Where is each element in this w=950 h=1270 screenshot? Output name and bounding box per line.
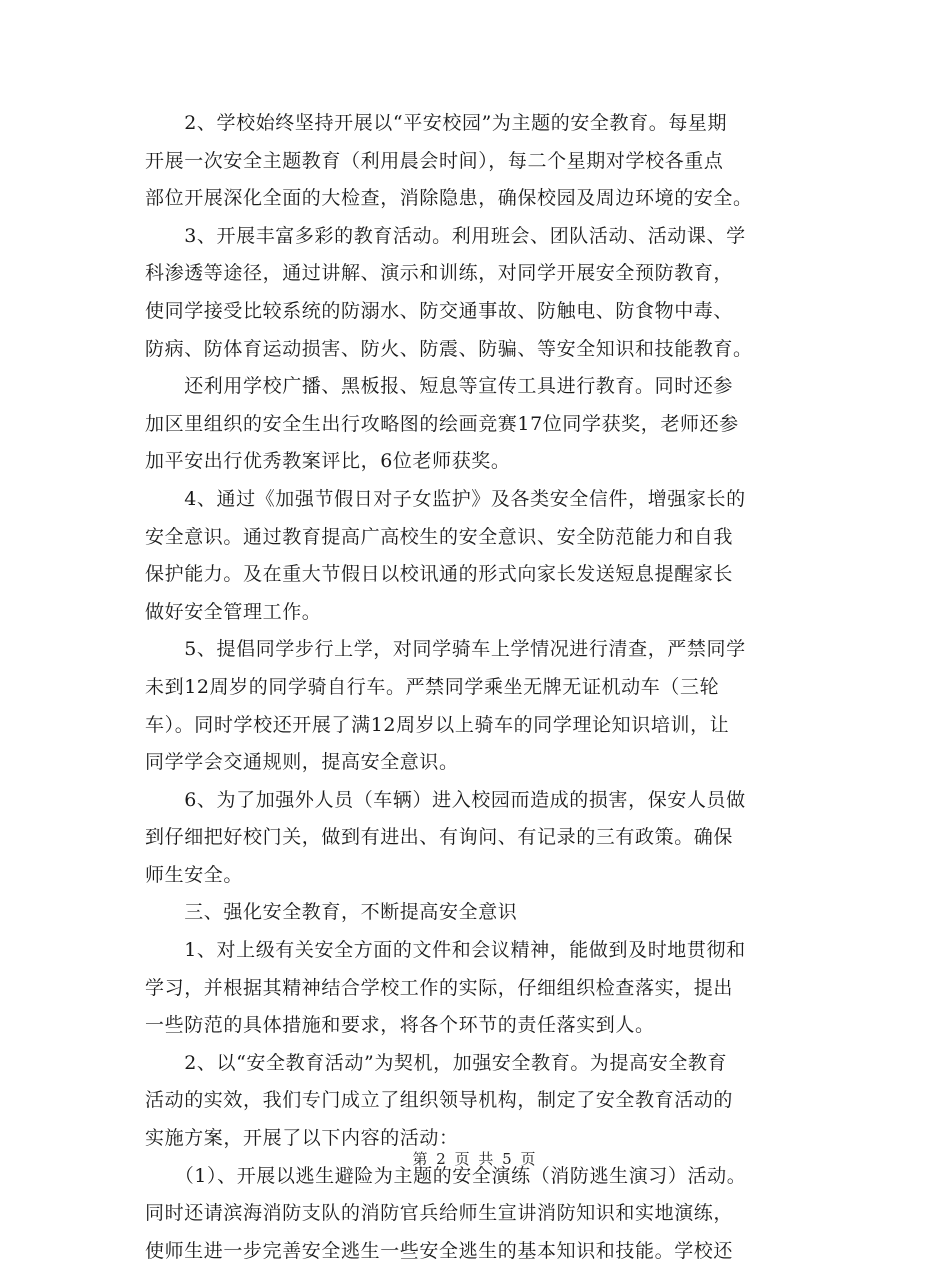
text-line: 到仔细把好校门关，做到有进出、有询问、有记录的三有政策。确保 [145,826,734,849]
text-line: 做好安全管理工作。 [145,600,322,623]
text-line: 加区里组织的安全生出行攻略图的绘画竞赛17位同学获奖，老师还参 [145,412,739,435]
text-line: 保护能力。及在重大节假日以校讯通的形式向家长发送短息提醒家长 [145,563,734,586]
text-line: 使师生进一步完善安全逃生一些安全逃生的基本知识和技能。学校还 [145,1239,734,1262]
text-line: 学习，并根据其精神结合学校工作的实际，仔细组织检查落实，提出 [145,976,734,999]
text-line: 部位开展深化全面的大检查，消除隐患，确保校园及周边环境的安全。 [145,187,753,210]
text-line: （1）、开展以逃生避险为主题的安全演练（消防逃生演习）活动。 [145,1164,747,1187]
text-line: 6、为了加强外人员（车辆）进入校园而造成的损害，保安人员做 [145,788,746,811]
text-line: 安全意识。通过教育提高广高校生的安全意识、安全防范能力和自我 [145,525,734,548]
text-line: 5、提倡同学步行上学，对同学骑车上学情况进行清查，严禁同学 [145,638,746,661]
text-line: 活动的实效，我们专门成立了组织领导机构，制定了安全教育活动的 [145,1089,734,1112]
text-line: 还利用学校广播、黑板报、短息等宣传工具进行教育。同时还参 [145,375,734,398]
text-line: 加平安出行优秀教案评比，6位老师获奖。 [145,450,511,473]
text-line: 2、学校始终坚持开展以“平安校园”为主题的安全教育。每星期 [145,112,728,134]
text-line: 实施方案，开展了以下内容的活动： [145,1127,459,1150]
text-line: 1、对上级有关安全方面的文件和会议精神，能做到及时地贯彻和 [145,939,746,962]
text-line: 师生安全。 [145,863,244,886]
text-line: 一些防范的具体措施和要求，将各个环节的责任落实到人。 [145,1014,655,1037]
section-heading: 三、强化安全教育，不断提高安全意识 [145,901,518,924]
text-line: 科渗透等途径，通过讲解、演示和训练，对同学开展安全预防教育， [145,262,734,285]
text-line: 防病、防体育运动损害、防火、防震、防骗、等安全知识和技能教育。 [145,337,753,360]
text-line: 同时还请滨海消防支队的消防官兵给师生宣讲消防知识和实地演练， [145,1202,734,1225]
text-line: 开展一次安全主题教育（利用晨会时间），每二个星期对学校各重点 [145,149,724,172]
body-text [145,105,845,1270]
text-line: 车）。同时学校还开展了满12周岁以上骑车的同学理论知识培训，让 [145,713,730,736]
text-line: 使同学接受比较系统的防溺水、防交通事故、防触电、防食物中毒、 [145,299,734,322]
text-line: 未到12周岁的同学骑自行车。严禁同学乘坐无牌无证机动车（三轮 [145,675,720,698]
text-line: 3、开展丰富多彩的教育活动。利用班会、团队活动、活动课、学 [145,224,746,247]
text-line: 4、通过《加强节假日对子女监护》及各类安全信件，增强家长的 [145,487,746,510]
text-line: 同学学会交通规则，提高安全意识。 [145,751,459,774]
page-footer: 第 2 页 共 5 页 [412,1150,538,1168]
text-line: 2、以“安全教育活动”为契机，加强安全教育。为提高安全教育 [145,1051,728,1074]
